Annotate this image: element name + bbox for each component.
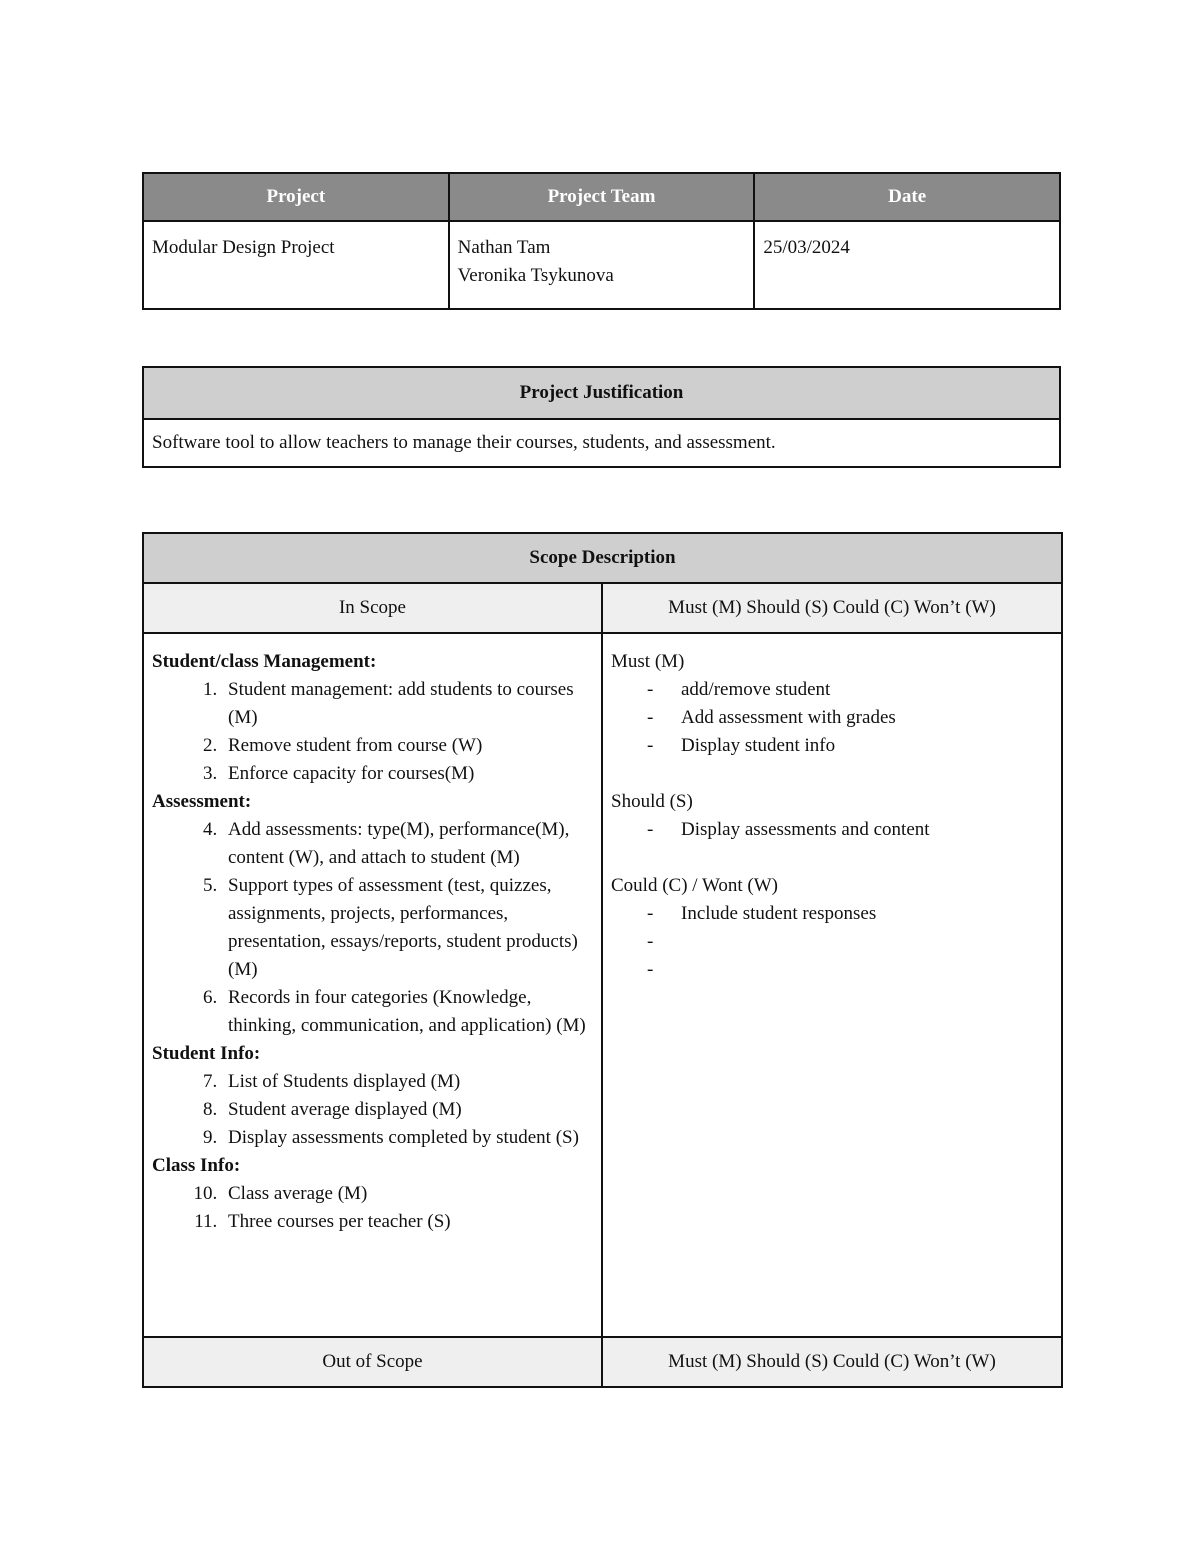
list-item: 4. Add assessments: type(M), performance(M), content (W), and attach to student (M) (222, 816, 593, 872)
scope-title: Scope Description (143, 533, 1062, 583)
priority-list (602, 633, 1062, 1337)
list-item: 10. Class average (M) (222, 1180, 593, 1208)
project-team-cell (449, 221, 755, 309)
list-item: 8. Student average displayed (M) (222, 1096, 593, 1124)
scope-table (142, 532, 1063, 1388)
col-header-date: Date (754, 173, 1060, 221)
list-item: 9. Display assessments completed by student (S) (222, 1124, 593, 1152)
list-item: 11. Three courses per teacher (S) (222, 1208, 593, 1236)
priority-heading: Must (M) (611, 651, 685, 672)
priority-label: Must (M) Should (S) Could (C) Won’t (W) (602, 583, 1062, 633)
priority-item: - add/remove student (647, 676, 1053, 704)
section-heading: Student Info: (152, 1043, 261, 1064)
team-member: Veronika Tsykunova (457, 265, 614, 286)
team-member: Nathan Tam (457, 237, 551, 258)
date-cell (754, 221, 1060, 309)
project-name-cell (143, 221, 449, 309)
col-header-project-team: Project Team (449, 173, 755, 221)
priority-heading: Could (C) / Wont (W) (611, 875, 778, 896)
col-header-project: Project (143, 173, 449, 221)
priority-item: - Include student responses (647, 900, 1053, 928)
section-heading: Class Info: (152, 1155, 241, 1176)
list-item: 1. Student management: add students to courses (M) (222, 676, 593, 732)
justification-table (142, 366, 1061, 468)
out-priority-label: Must (M) Should (S) Could (C) Won’t (W) (602, 1337, 1062, 1387)
project-name: Modular Design Project (152, 237, 335, 258)
section-heading: Student/class Management: (152, 651, 377, 672)
priority-item: - Display student info (647, 732, 1053, 760)
list-item: 3. Enforce capacity for courses(M) (222, 760, 593, 788)
justification-title: Project Justification (143, 367, 1060, 419)
priority-item: - Display assessments and content (647, 816, 1053, 844)
priority-item: - Add assessment with grades (647, 704, 1053, 732)
project-date: 25/03/2024 (763, 237, 850, 258)
list-item: 2. Remove student from course (W) (222, 732, 593, 760)
section-heading: Assessment: (152, 791, 252, 812)
in-scope-label: In Scope (143, 583, 602, 633)
in-scope-list (143, 633, 602, 1337)
justification-text: Software tool to allow teachers to manage their courses, students, and assessment. (143, 419, 1060, 467)
blank-item-spacer (647, 928, 1053, 956)
list-item: 5. Support types of assessment (test, quizzes, assignments, projects, performances, presentation, essays/reports, student products) (M) (222, 872, 593, 984)
list-item: 6. Records in four categories (Knowledge, thinking, communication, and application) (M) (222, 984, 593, 1040)
priority-heading: Should (S) (611, 791, 693, 812)
list-item: 7. List of Students displayed (M) (222, 1068, 593, 1096)
out-of-scope-label: Out of Scope (143, 1337, 602, 1387)
project-info-table (142, 172, 1061, 310)
